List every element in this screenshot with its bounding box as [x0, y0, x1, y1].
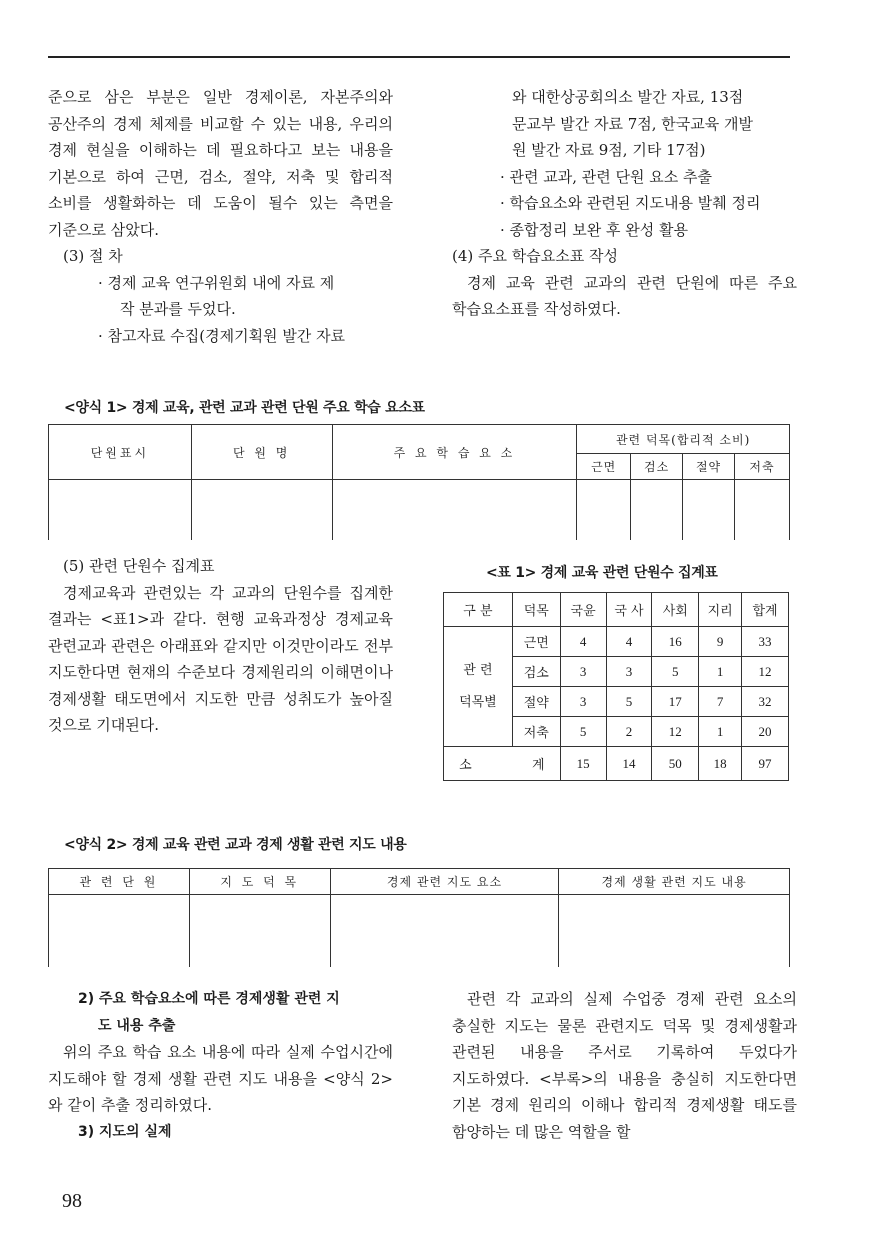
form1-header-unit-name: 단 원 명: [191, 425, 332, 480]
form1-table: [48, 424, 790, 540]
right-line-1: 와 대한상공회의소 발간 자료, 13점: [512, 88, 744, 106]
table1-header-3: 국 사: [606, 593, 652, 627]
bottom-left-column: [48, 986, 393, 1145]
form2-caption: <양식 2> 경제 교육 관련 교과 경제 생활 관련 지도 내용: [64, 837, 407, 853]
form1-virtue-0: 근면: [577, 454, 631, 480]
section2-heading-line-1: 2) 주요 학습요소에 따른 경제생활 관련 지: [78, 991, 340, 1007]
right-item-3: · 학습요소와 관련된 지도내용 발췌 정리: [500, 194, 761, 212]
table1-row-3-val-0: 5: [560, 717, 606, 747]
table1: [443, 592, 789, 781]
form1-cell: [191, 480, 332, 540]
form1-virtue-3: 저축: [735, 454, 790, 480]
right-paragraph-4: 경제 교육 관련 교과의 관련 단원에 따른 주요 학습요소표를 작성하였다.: [452, 273, 797, 318]
table1-total-2: 50: [652, 747, 699, 781]
table1-row-3-val-2: 12: [652, 717, 699, 747]
procedure-heading: (3) 절 차: [63, 247, 123, 265]
right-item-2: · 관련 교과, 관련 단원 요소 추출: [500, 167, 713, 186]
table1-total-1: 14: [606, 747, 652, 781]
table1-row-0-val-0: 4: [560, 627, 606, 657]
right-column-top: [452, 84, 797, 323]
right-item-4: · 종합정리 보완 후 완성 활용: [500, 220, 688, 239]
section2-heading-line-2: 도 내용 추출: [98, 1017, 176, 1034]
form2-header-1: 지 도 덕 목: [189, 869, 330, 895]
left-top-paragraph: 준으로 삼은 부분은 일반 경제이론, 자본주의와 공산주의 경제 체제를 비교할 수 있는 내용, 우리의 경제 현실을 이해하는 데 필요하다고 보는 내용을 기본으로 하여 근면, 검소, 절약, 저축 및 합리적 소비를 생활화하는 데 도움이 될수 있는 측면을 기준으로 삼았다.: [48, 88, 393, 239]
form1-virtue-1: 검소: [631, 454, 683, 480]
table1-header-1: 덕목: [512, 593, 560, 627]
table1-row-0-virtue: 근면: [512, 627, 560, 657]
top-rule: [48, 56, 790, 58]
section2-paragraph: 위의 주요 학습 요소 내용에 따라 실제 수업시간에 지도해야 할 경제 생활 관련 지도 내용을 <양식 2>와 같이 추출 정리하였다.: [48, 1043, 393, 1114]
form2-cell: [330, 895, 559, 967]
procedure-item-1-line-2: 작 분과를 두었다.: [120, 300, 236, 318]
table1-total-4: 97: [742, 747, 789, 781]
table1-row-2-val-4: 32: [742, 687, 789, 717]
form2-header-3: 경제 생활 관련 지도 내용: [559, 869, 790, 895]
table1-group-label-2: 덕목별: [459, 694, 497, 710]
form1-cell: [631, 480, 683, 540]
form1-cell: [735, 480, 790, 540]
right-line-3: 원 발간 자료 9점, 기타 17점): [512, 141, 706, 159]
form2-header-0: 관 련 단 원: [49, 869, 190, 895]
table1-row-1-val-3: 1: [699, 657, 742, 687]
table1-row-3-val-4: 20: [742, 717, 789, 747]
section3-heading: 3) 지도의 실제: [78, 1123, 172, 1140]
table1-row-3-virtue: 저축: [512, 717, 560, 747]
form1-header-elements: 주 요 학 습 요 소: [332, 425, 577, 480]
section5-heading: (5) 관련 단원수 집계표: [63, 557, 215, 575]
section5-left: [48, 553, 393, 739]
form2-cell: [49, 895, 190, 967]
form2-header-2: 경제 관련 지도 요소: [330, 869, 559, 895]
table1-row-1-val-2: 5: [652, 657, 699, 687]
table1-row-2-val-2: 17: [652, 687, 699, 717]
table1-row-3-val-1: 2: [606, 717, 652, 747]
table1-total-3: 18: [699, 747, 742, 781]
table1-row-1-val-1: 3: [606, 657, 652, 687]
table1-row-2-val-1: 5: [606, 687, 652, 717]
right-bottom-paragraph: 관련 각 교과의 실제 수업중 경제 관련 요소의 충실한 지도는 물론 관련지도 덕목 및 경제생활과 관련된 내용을 주서로 기록하여 두었다가 지도하였다. <부록>의 내용을 충실히 지도한다면 기본 경제 원리의 이해나 합리적 경제생활 태도를 함양하는 데 많은 역할을 할: [452, 990, 797, 1141]
table1-header-6: 합계: [742, 593, 789, 627]
table1-row-1-val-4: 12: [742, 657, 789, 687]
form1-caption: <양식 1> 경제 교육, 관련 교과 관련 단원 주요 학습 요소표: [64, 400, 425, 416]
table1-total-label-1: 소: [459, 758, 472, 773]
table1-row-0-val-1: 4: [606, 627, 652, 657]
form1-cell: [577, 480, 631, 540]
bottom-right-column: [452, 986, 797, 1145]
right-heading-4: (4) 주요 학습요소표 작성: [452, 247, 618, 265]
form2-cell: [189, 895, 330, 967]
table1-header-5: 지리: [699, 593, 742, 627]
table1-row-2-val-0: 3: [560, 687, 606, 717]
table1-group-label-1: 관 련: [463, 662, 493, 678]
page-number: 98: [62, 1190, 82, 1212]
form1-virtue-2: 절약: [683, 454, 735, 480]
right-line-2: 문교부 발간 자료 7점, 한국교육 개발: [512, 114, 754, 133]
table1-row-3-val-3: 1: [699, 717, 742, 747]
procedure-item-2-line-1: · 참고자료 수집(경제기획원 발간 자료: [98, 326, 346, 345]
table1-row-0-val-4: 33: [742, 627, 789, 657]
table1-header-2: 국윤: [560, 593, 606, 627]
table1-row-0-val-2: 16: [652, 627, 699, 657]
left-column-top: [48, 84, 393, 349]
form1-cell: [49, 480, 192, 540]
table1-caption: <표 1> 경제 교육 관련 단원수 집계표: [486, 565, 718, 581]
table1-row-1-val-0: 3: [560, 657, 606, 687]
table1-row-2-val-3: 7: [699, 687, 742, 717]
table1-row-1-virtue: 검소: [512, 657, 560, 687]
form1-header-unit-mark: 단원표시: [49, 425, 192, 480]
form2-cell: [559, 895, 790, 967]
procedure-item-1-line-1: · 경제 교육 연구위원회 내에 자료 제: [98, 273, 335, 292]
section5-paragraph: 경제교육과 관련있는 각 교과의 단원수를 집계한 결과는 <표1>과 같다. 현행 교육과정상 경제교육 관련교과 관련은 아래표와 같지만 이것만이라도 전부 지도한다면 현재의 수준보다 경제원리의 이해면이나 경제생활 태도면에서 지도한 만큼 성취도가 높아질 것으로 기대된다.: [48, 583, 393, 734]
form1-cell: [683, 480, 735, 540]
table1-row-0-val-3: 9: [699, 627, 742, 657]
form1-header-virtue: 관련 덕목(합리적 소비): [577, 425, 790, 454]
table1-group-label: [444, 627, 513, 747]
table1-header-0: 구 분: [444, 593, 513, 627]
table1-total-label: [444, 747, 561, 781]
table1-header-4: 사회: [652, 593, 699, 627]
table1-total-label-2: 계: [531, 758, 545, 773]
table1-total-0: 15: [560, 747, 606, 781]
form2-table: [48, 868, 790, 967]
form1-cell: [332, 480, 577, 540]
table1-row-2-virtue: 절약: [512, 687, 560, 717]
